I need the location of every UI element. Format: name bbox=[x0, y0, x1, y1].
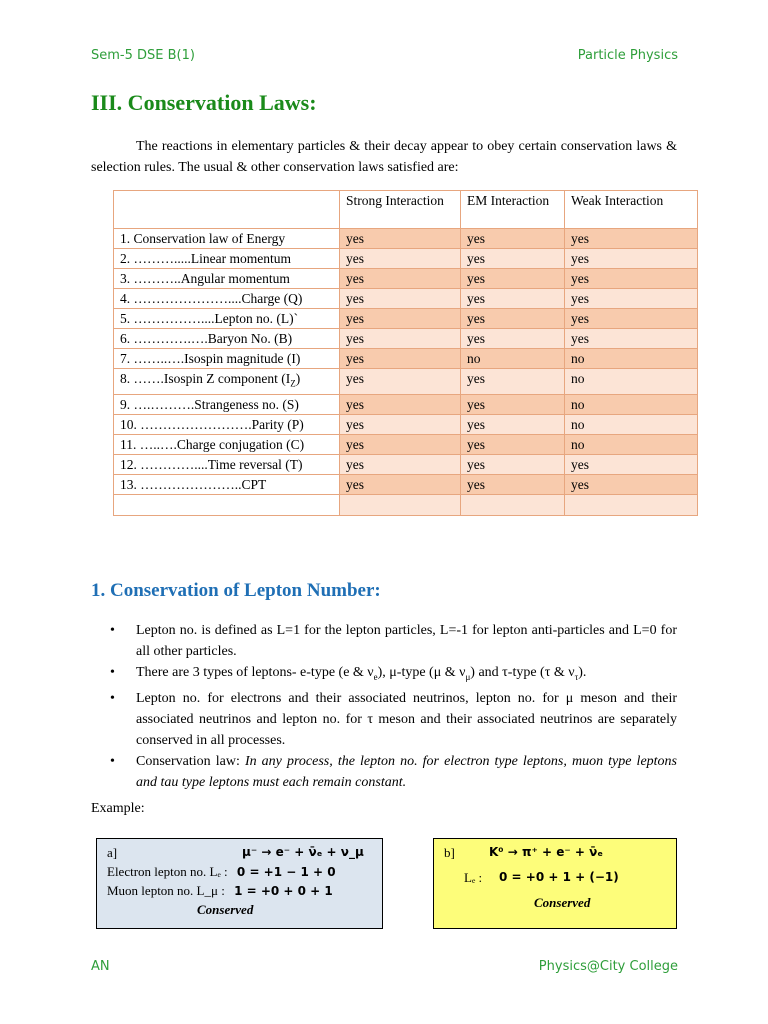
strong-cell: yes bbox=[340, 269, 461, 289]
strong-cell: yes bbox=[340, 229, 461, 249]
em-cell: yes bbox=[461, 394, 565, 414]
table-row bbox=[114, 229, 698, 249]
list-item: • Conservation law: In any process, the lepton no. for electron type leptons, muon type leptons and tau type leptons must each remain constant. bbox=[91, 751, 677, 793]
strong-cell: yes bbox=[340, 394, 461, 414]
table-header-row bbox=[114, 191, 698, 229]
weak-cell: no bbox=[565, 369, 698, 395]
law-cell: 13. …………………..CPT bbox=[114, 474, 340, 494]
law-cell: 3. ………..Angular momentum bbox=[114, 269, 340, 289]
table-row bbox=[114, 269, 698, 289]
box-b-line1-eq: 0 = +0 + 1 + (−1) bbox=[499, 870, 619, 884]
em-cell: yes bbox=[461, 269, 565, 289]
box-b-conserved-row bbox=[444, 893, 676, 912]
law-cell: 8. …….Isospin Z component $(I_Z)$ bbox=[114, 369, 340, 395]
weak-cell: no bbox=[565, 349, 698, 369]
em-cell: yes bbox=[461, 369, 565, 395]
weak-cell: no bbox=[565, 414, 698, 434]
weak-cell bbox=[565, 494, 698, 515]
subsection-title: 1. Conservation of Lepton Number: bbox=[91, 580, 381, 601]
box-b-conserved: Conserved bbox=[534, 895, 591, 910]
list-item: • Lepton no. is defined as L=1 for the lepton particles, L=-1 for lepton anti-particles and L=0 for all other particles. bbox=[91, 620, 677, 662]
box-a-line1-label: Electron lepton no. Lₑ : bbox=[107, 864, 228, 879]
box-a-line1 bbox=[107, 862, 382, 881]
header-left: Sem-5 DSE B(1) bbox=[91, 48, 195, 63]
law-cell: 6. ………….….Baryon No. (B) bbox=[114, 329, 340, 349]
em-cell: yes bbox=[461, 329, 565, 349]
law-cell bbox=[114, 494, 340, 515]
section-title: III. Conservation Laws: bbox=[91, 90, 317, 115]
strong-cell: yes bbox=[340, 474, 461, 494]
box-b-line1 bbox=[444, 868, 676, 887]
weak-cell: yes bbox=[565, 309, 698, 329]
strong-cell: yes bbox=[340, 329, 461, 349]
weak-cell: yes bbox=[565, 329, 698, 349]
table-row bbox=[114, 249, 698, 269]
list-item: • Lepton no. for electrons and their associated neutrinos, lepton no. for μ meson and their associated neutrinos and lepton no. for τ meson and their associated neutrinos are separately conserved in all processes. bbox=[91, 688, 677, 751]
em-cell: yes bbox=[461, 474, 565, 494]
table-row bbox=[114, 309, 698, 329]
box-a-line2-label: Muon lepton no. L_μ : bbox=[107, 883, 225, 898]
box-a-tag: a] bbox=[107, 845, 118, 860]
em-cell: yes bbox=[461, 289, 565, 309]
strong-cell: yes bbox=[340, 454, 461, 474]
box-a-line1-eq: 0 = +1 − 1 + 0 bbox=[236, 865, 336, 879]
bullet-icon: • bbox=[110, 665, 115, 680]
lepton-bullet-list bbox=[91, 620, 677, 793]
box-b-reaction: K⁰ → π⁺ + e⁻ + ν̄ₑ bbox=[489, 845, 604, 859]
weak-cell: no bbox=[565, 394, 698, 414]
footer-left: AN bbox=[91, 959, 110, 974]
strong-cell bbox=[340, 494, 461, 515]
law-cell: 4. …………………....Charge (Q) bbox=[114, 289, 340, 309]
list-item: • There are 3 types of leptons- e-type (e & $\nu_e$), μ-type (μ & $\nu_\mu$) and τ-type (τ & $\nu_\tau$). bbox=[91, 662, 677, 688]
weak-cell: yes bbox=[565, 454, 698, 474]
law-cell: 1. Conservation law of Energy bbox=[114, 229, 340, 249]
conservation-table bbox=[113, 190, 698, 516]
intro-paragraph: The reactions in elementary particles & their decay appear to obey certain conservation laws & selection rules. The usual & other conservation laws satisfied are: bbox=[91, 139, 677, 175]
header-right: Particle Physics bbox=[577, 48, 678, 63]
box-a-reaction-row bbox=[107, 843, 382, 862]
weak-cell: yes bbox=[565, 474, 698, 494]
header-cell-strong: Strong Interaction bbox=[340, 191, 461, 229]
example-box-b bbox=[433, 838, 677, 929]
header-cell-law bbox=[114, 191, 340, 229]
bullet-icon: • bbox=[110, 753, 115, 769]
table-row bbox=[114, 454, 698, 474]
law-cell: 11. …..….Charge conjugation (C) bbox=[114, 434, 340, 454]
strong-cell: yes bbox=[340, 414, 461, 434]
box-a-line2 bbox=[107, 881, 382, 900]
law-cell: 9. ….……….Strangeness no. (S) bbox=[114, 394, 340, 414]
strong-cell: yes bbox=[340, 349, 461, 369]
box-b-tag: b] bbox=[444, 845, 455, 860]
em-cell: no bbox=[461, 349, 565, 369]
table-row bbox=[114, 369, 698, 395]
law-cell: 5. ……………....Lepton no. (L)` bbox=[114, 309, 340, 329]
header-cell-em: EM Interaction bbox=[461, 191, 565, 229]
example-box-a bbox=[96, 838, 383, 929]
strong-cell: yes bbox=[340, 369, 461, 395]
box-b-line1-label: Lₑ : bbox=[464, 870, 483, 885]
strong-cell: yes bbox=[340, 249, 461, 269]
table-row bbox=[114, 474, 698, 494]
strong-cell: yes bbox=[340, 434, 461, 454]
em-cell: yes bbox=[461, 229, 565, 249]
weak-cell: no bbox=[565, 434, 698, 454]
weak-cell: yes bbox=[565, 249, 698, 269]
box-a-conserved: Conserved bbox=[197, 902, 254, 917]
example-label: Example: bbox=[91, 801, 145, 816]
em-cell: yes bbox=[461, 414, 565, 434]
em-cell: yes bbox=[461, 434, 565, 454]
em-cell: yes bbox=[461, 249, 565, 269]
law-cell: 2. ……….....Linear momentum bbox=[114, 249, 340, 269]
footer-right: Physics@City College bbox=[538, 959, 678, 974]
em-cell: yes bbox=[461, 454, 565, 474]
header-cell-weak: Weak Interaction bbox=[565, 191, 698, 229]
table-row bbox=[114, 349, 698, 369]
box-a-conserved-row bbox=[107, 900, 382, 919]
table-row bbox=[114, 414, 698, 434]
table-row bbox=[114, 329, 698, 349]
law-cell: 10. …………………….Parity (P) bbox=[114, 414, 340, 434]
box-a-reaction: μ⁻ → e⁻ + ν̄ₑ + ν_μ bbox=[242, 845, 364, 859]
bullet-icon: • bbox=[110, 690, 115, 706]
strong-cell: yes bbox=[340, 309, 461, 329]
em-cell bbox=[461, 494, 565, 515]
box-a-line2-eq: 1 = +0 + 0 + 1 bbox=[234, 884, 333, 898]
table-row bbox=[114, 289, 698, 309]
strong-cell: yes bbox=[340, 289, 461, 309]
law-cell: 12. …………....Time reversal (T) bbox=[114, 454, 340, 474]
table-row-empty bbox=[114, 494, 698, 515]
weak-cell: yes bbox=[565, 289, 698, 309]
law-cell: 7. ……..….Isospin magnitude (I) bbox=[114, 349, 340, 369]
weak-cell: yes bbox=[565, 269, 698, 289]
bullet-icon: • bbox=[110, 623, 115, 638]
em-cell: yes bbox=[461, 309, 565, 329]
box-b-reaction-row bbox=[444, 843, 676, 862]
table-row bbox=[114, 434, 698, 454]
table-row bbox=[114, 394, 698, 414]
weak-cell: yes bbox=[565, 229, 698, 249]
